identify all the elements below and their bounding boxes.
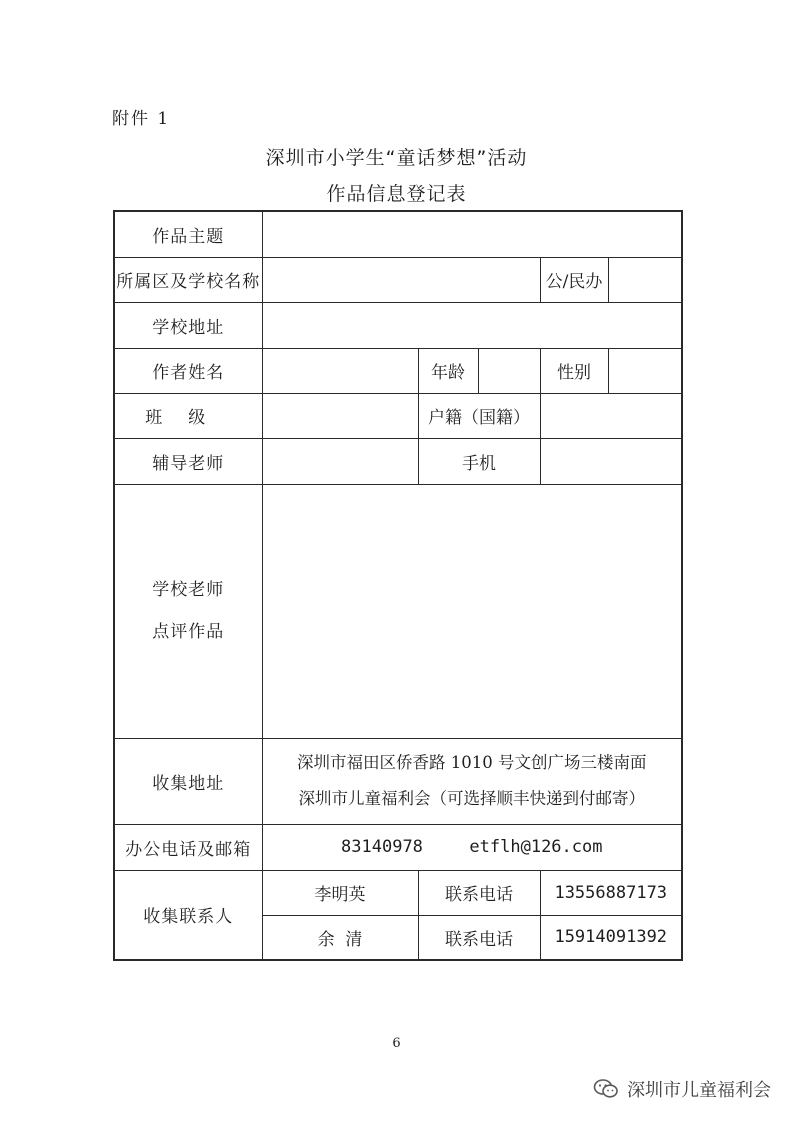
mobile-label: 手机 <box>418 438 540 484</box>
class-label: 班级 <box>114 393 262 438</box>
mobile-field[interactable] <box>540 438 682 484</box>
contact-phone-label-1: 联系电话 <box>418 870 540 915</box>
contact-name-1: 李明英 <box>262 870 418 915</box>
age-label: 年龄 <box>418 348 478 393</box>
work-title-label: 作品主题 <box>114 211 262 257</box>
wechat-icon <box>593 1078 619 1100</box>
public-private-label: 公/民办 <box>540 257 608 302</box>
tutor-label: 辅导老师 <box>114 438 262 484</box>
watermark <box>593 1076 771 1102</box>
tutor-field[interactable] <box>262 438 418 484</box>
page-number: 6 <box>392 1036 401 1051</box>
household-field[interactable] <box>540 393 682 438</box>
teacher-review-label-line1: 学校老师 <box>152 580 225 600</box>
district-school-label: 所属区及学校名称 <box>114 257 262 302</box>
author-name-label: 作者姓名 <box>114 348 262 393</box>
contact-phone-1: 13556887173 <box>540 870 682 915</box>
office-email: etflh@126.com <box>469 837 603 857</box>
age-field[interactable] <box>478 348 540 393</box>
collect-contact-label: 收集联系人 <box>114 870 262 960</box>
document-title: 深圳市小学生“童话梦想”活动 <box>265 147 528 169</box>
document-subtitle: 作品信息登记表 <box>326 183 467 205</box>
registration-form-table <box>113 210 683 961</box>
school-address-field[interactable] <box>262 302 682 348</box>
watermark-text: 深圳市儿童福利会 <box>627 1080 771 1101</box>
contact-phone-label-2: 联系电话 <box>418 915 540 960</box>
class-field[interactable] <box>262 393 418 438</box>
gender-field[interactable] <box>608 348 682 393</box>
annex-label: 附件 1 <box>112 109 171 129</box>
household-label: 户籍（国籍） <box>418 393 540 438</box>
teacher-review-label-line2: 点评作品 <box>152 622 225 642</box>
office-phone: 83140978 <box>341 837 423 857</box>
public-private-field[interactable] <box>608 257 682 302</box>
contact-phone-2: 15914091392 <box>540 915 682 960</box>
collect-address-label: 收集地址 <box>114 738 262 824</box>
collect-address-line1: 深圳市福田区侨香路 1010 号文创广场三楼南面 <box>297 753 647 772</box>
district-school-field[interactable] <box>262 257 540 302</box>
teacher-review-field[interactable] <box>262 484 682 738</box>
school-address-label: 学校地址 <box>114 302 262 348</box>
office-contact-value <box>262 824 682 870</box>
author-name-field[interactable] <box>262 348 418 393</box>
office-contact-label: 办公电话及邮箱 <box>114 824 262 870</box>
collect-address-line2: 深圳市儿童福利会（可选择顺丰快递到付邮寄） <box>298 789 645 808</box>
work-title-field[interactable] <box>262 211 682 257</box>
teacher-review-label <box>114 484 262 738</box>
contact-name-2: 余 清 <box>262 915 418 960</box>
gender-label: 性别 <box>540 348 608 393</box>
collect-address-value <box>262 738 682 824</box>
